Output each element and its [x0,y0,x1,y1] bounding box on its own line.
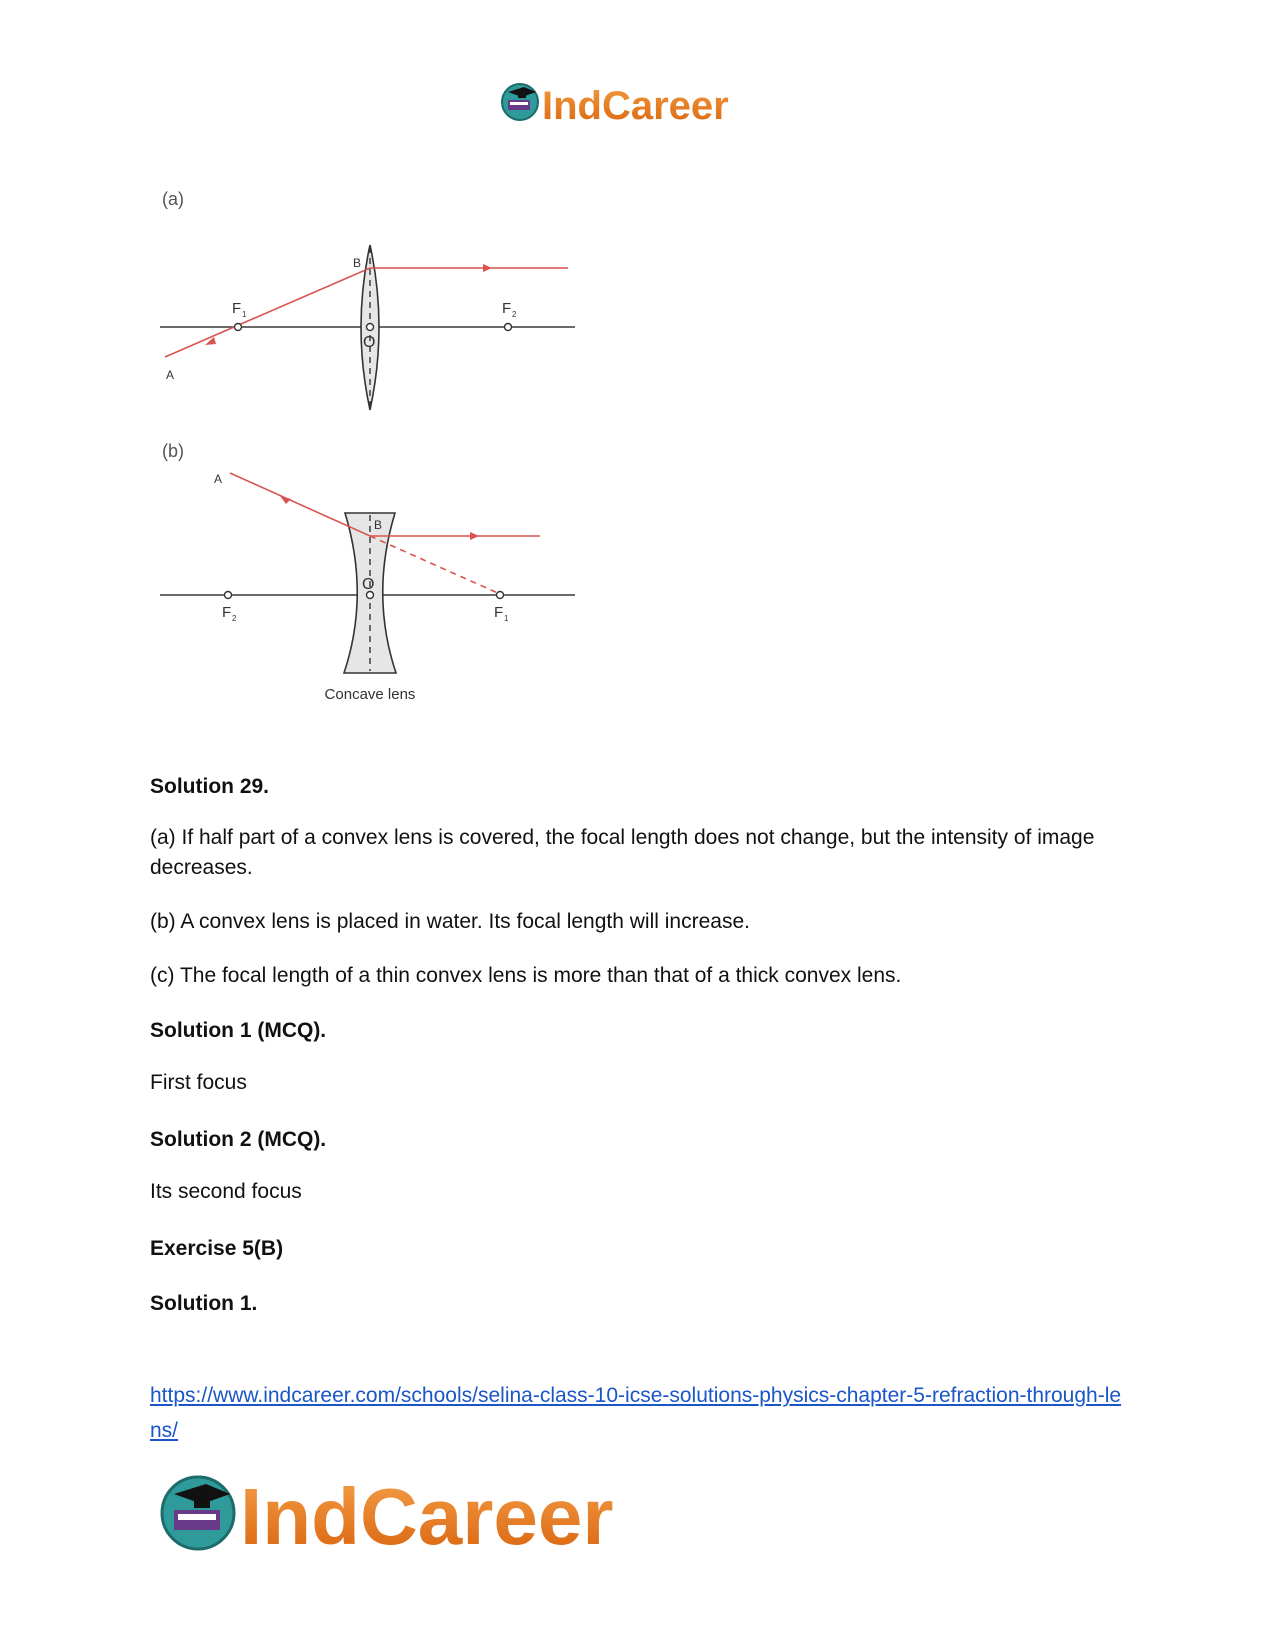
mcq-2-heading: Solution 2 (MCQ). [150,1128,327,1151]
figure-a-label: (a) [162,189,184,209]
solution-29-heading: Solution 29. [150,775,270,798]
logo-wordmark: IndCareer [542,84,729,128]
source-url-link[interactable]: https://www.indcareer.com/schools/selina-class-10-icse-solutions-physics-chapter-5-refraction-through-lens/ [150,1384,1122,1442]
label-a: A [166,368,175,382]
label-f2: F [222,604,232,621]
focus-f1-point [497,592,504,599]
optical-centre-point [367,324,374,331]
globe-book-icon [162,1477,234,1549]
label-b: B [353,256,362,270]
solution-29-part-a: (a) If half part of a convex lens is covered, the focal length does not change, but the intensity of image decreases. [150,826,1095,879]
label-f1-sub: 1 [504,614,509,623]
label-a: A [214,472,223,486]
label-o: O [362,576,375,593]
concave-lens-diagram [150,437,590,737]
indcareer-logo-bottom [158,1468,698,1558]
solution-29-part-b: (b) A convex lens is placed in water. Its focal length will increase. [150,910,750,933]
label-o: O [363,334,376,351]
virtual-ray-extension [370,536,500,594]
figure-b-label: (b) [162,441,184,461]
convex-lens-diagram [150,185,590,417]
label-f1-sub: 1 [242,310,247,319]
focus-f2-point [225,592,232,599]
label-f1: F [494,604,504,621]
solution-1-heading: Solution 1. [150,1292,258,1315]
indcareer-logo-top [500,78,780,130]
mcq-1-answer: First focus [150,1071,247,1094]
mcq-2-answer: Its second focus [150,1180,302,1203]
logo-wordmark: IndCareer [240,1472,614,1558]
solution-29-part-c: (c) The focal length of a thin convex lens is more than that of a thick convex lens. [150,964,902,987]
concave-lens-caption: Concave lens [324,686,416,703]
label-f2-sub: 2 [232,614,237,623]
exercise-heading: Exercise 5(B) [150,1237,284,1260]
focus-f1-point [235,324,242,331]
label-f2-sub: 2 [512,310,517,319]
ray-arrow-refracted [470,532,479,540]
ray-arrow-refracted [483,264,492,272]
focus-f2-point [505,324,512,331]
mcq-1-heading: Solution 1 (MCQ). [150,1019,327,1042]
label-f2: F [502,300,512,317]
label-f1: F [232,300,242,317]
globe-book-icon [502,84,538,120]
label-b: B [374,518,383,532]
